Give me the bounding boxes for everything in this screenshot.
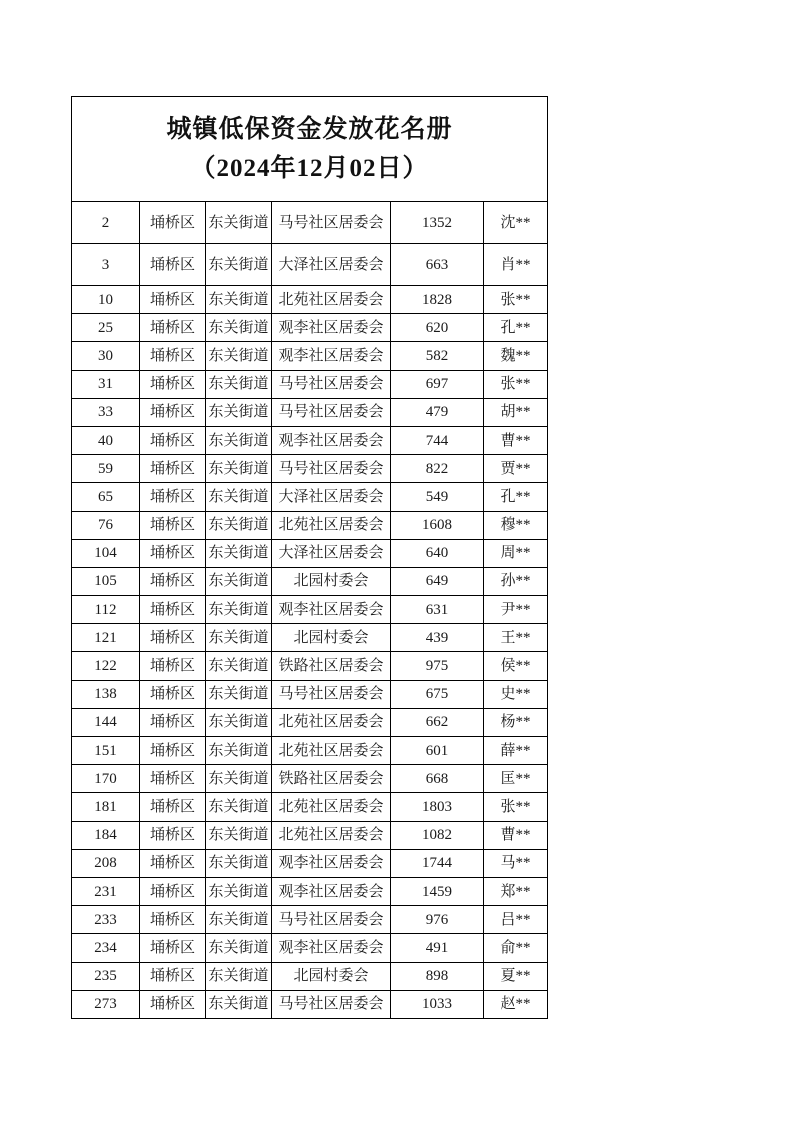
cell-amount: 1459	[391, 877, 484, 905]
cell-name: 尹**	[484, 596, 548, 624]
table-row	[72, 455, 548, 483]
cell-amount: 668	[391, 765, 484, 793]
roster-table	[71, 96, 548, 1019]
table-row	[72, 737, 548, 765]
cell-street: 东关街道	[206, 370, 272, 398]
cell-community: 北园村委会	[272, 962, 391, 990]
title-line1: 城镇低保资金发放花名册	[166, 116, 453, 143]
title-line2: （2024年12月02日）	[190, 155, 429, 182]
table-row	[72, 398, 548, 426]
cell-serial: 104	[72, 539, 140, 567]
cell-name: 孙**	[484, 567, 548, 595]
table-row	[72, 596, 548, 624]
cell-community: 观李社区居委会	[272, 934, 391, 962]
cell-amount: 822	[391, 455, 484, 483]
cell-community: 北苑社区居委会	[272, 821, 391, 849]
cell-serial: 40	[72, 426, 140, 454]
cell-street: 东关街道	[206, 511, 272, 539]
cell-amount: 744	[391, 426, 484, 454]
cell-name: 匡**	[484, 765, 548, 793]
cell-district: 埇桥区	[140, 202, 206, 244]
cell-street: 东关街道	[206, 793, 272, 821]
cell-name: 张**	[484, 370, 548, 398]
cell-name: 吕**	[484, 906, 548, 934]
cell-amount: 649	[391, 567, 484, 595]
cell-district: 埇桥区	[140, 962, 206, 990]
cell-district: 埇桥区	[140, 737, 206, 765]
cell-street: 东关街道	[206, 877, 272, 905]
cell-community: 马号社区居委会	[272, 202, 391, 244]
cell-community: 北园村委会	[272, 567, 391, 595]
cell-name: 曹**	[484, 821, 548, 849]
cell-community: 北苑社区居委会	[272, 793, 391, 821]
cell-name: 侯**	[484, 652, 548, 680]
cell-street: 东关街道	[206, 342, 272, 370]
cell-serial: 234	[72, 934, 140, 962]
cell-name: 胡**	[484, 398, 548, 426]
cell-name: 贾**	[484, 455, 548, 483]
cell-serial: 184	[72, 821, 140, 849]
cell-community: 观李社区居委会	[272, 314, 391, 342]
cell-community: 观李社区居委会	[272, 342, 391, 370]
table-row	[72, 244, 548, 286]
cell-amount: 662	[391, 708, 484, 736]
cell-serial: 181	[72, 793, 140, 821]
cell-name: 周**	[484, 539, 548, 567]
cell-amount: 1082	[391, 821, 484, 849]
cell-serial: 25	[72, 314, 140, 342]
cell-street: 东关街道	[206, 286, 272, 314]
cell-community: 大泽社区居委会	[272, 539, 391, 567]
cell-district: 埇桥区	[140, 934, 206, 962]
cell-serial: 231	[72, 877, 140, 905]
cell-name: 王**	[484, 624, 548, 652]
table-row	[72, 934, 548, 962]
cell-amount: 601	[391, 737, 484, 765]
table-row	[72, 708, 548, 736]
cell-serial: 2	[72, 202, 140, 244]
table-row	[72, 906, 548, 934]
table-row	[72, 849, 548, 877]
cell-amount: 549	[391, 483, 484, 511]
table-row	[72, 962, 548, 990]
cell-name: 曹**	[484, 426, 548, 454]
cell-name: 杨**	[484, 708, 548, 736]
cell-district: 埇桥区	[140, 426, 206, 454]
cell-amount: 582	[391, 342, 484, 370]
cell-serial: 170	[72, 765, 140, 793]
cell-serial: 112	[72, 596, 140, 624]
cell-street: 东关街道	[206, 398, 272, 426]
cell-amount: 439	[391, 624, 484, 652]
cell-district: 埇桥区	[140, 342, 206, 370]
table-row	[72, 821, 548, 849]
cell-amount: 1828	[391, 286, 484, 314]
cell-community: 北苑社区居委会	[272, 286, 391, 314]
cell-district: 埇桥区	[140, 765, 206, 793]
cell-amount: 631	[391, 596, 484, 624]
cell-name: 孔**	[484, 314, 548, 342]
cell-street: 东关街道	[206, 244, 272, 286]
cell-district: 埇桥区	[140, 990, 206, 1018]
table-row	[72, 202, 548, 244]
cell-district: 埇桥区	[140, 596, 206, 624]
cell-community: 马号社区居委会	[272, 455, 391, 483]
cell-serial: 144	[72, 708, 140, 736]
cell-community: 北苑社区居委会	[272, 708, 391, 736]
cell-name: 薛**	[484, 737, 548, 765]
cell-serial: 121	[72, 624, 140, 652]
cell-street: 东关街道	[206, 680, 272, 708]
cell-district: 埇桥区	[140, 370, 206, 398]
cell-community: 马号社区居委会	[272, 370, 391, 398]
cell-district: 埇桥区	[140, 314, 206, 342]
cell-community: 马号社区居委会	[272, 990, 391, 1018]
cell-district: 埇桥区	[140, 708, 206, 736]
cell-street: 东关街道	[206, 624, 272, 652]
cell-district: 埇桥区	[140, 652, 206, 680]
cell-amount: 1033	[391, 990, 484, 1018]
table-row	[72, 877, 548, 905]
cell-street: 东关街道	[206, 990, 272, 1018]
cell-street: 东关街道	[206, 483, 272, 511]
table-row	[72, 314, 548, 342]
cell-serial: 10	[72, 286, 140, 314]
table-row	[72, 567, 548, 595]
cell-district: 埇桥区	[140, 398, 206, 426]
cell-name: 肖**	[484, 244, 548, 286]
cell-community: 大泽社区居委会	[272, 244, 391, 286]
cell-street: 东关街道	[206, 652, 272, 680]
cell-street: 东关街道	[206, 708, 272, 736]
cell-serial: 105	[72, 567, 140, 595]
cell-name: 魏**	[484, 342, 548, 370]
cell-serial: 138	[72, 680, 140, 708]
cell-amount: 1352	[391, 202, 484, 244]
cell-street: 东关街道	[206, 737, 272, 765]
cell-serial: 31	[72, 370, 140, 398]
cell-serial: 151	[72, 737, 140, 765]
cell-district: 埇桥区	[140, 539, 206, 567]
cell-name: 张**	[484, 286, 548, 314]
title-row	[72, 97, 548, 202]
cell-district: 埇桥区	[140, 821, 206, 849]
cell-community: 铁路社区居委会	[272, 765, 391, 793]
cell-street: 东关街道	[206, 934, 272, 962]
cell-street: 东关街道	[206, 765, 272, 793]
cell-amount: 491	[391, 934, 484, 962]
cell-name: 赵**	[484, 990, 548, 1018]
cell-amount: 975	[391, 652, 484, 680]
cell-street: 东关街道	[206, 962, 272, 990]
cell-name: 马**	[484, 849, 548, 877]
cell-amount: 976	[391, 906, 484, 934]
cell-serial: 30	[72, 342, 140, 370]
cell-district: 埇桥区	[140, 877, 206, 905]
table-row	[72, 765, 548, 793]
cell-serial: 122	[72, 652, 140, 680]
cell-amount: 898	[391, 962, 484, 990]
cell-street: 东关街道	[206, 202, 272, 244]
cell-amount: 663	[391, 244, 484, 286]
cell-community: 马号社区居委会	[272, 398, 391, 426]
cell-name: 夏**	[484, 962, 548, 990]
cell-amount: 620	[391, 314, 484, 342]
cell-community: 北苑社区居委会	[272, 737, 391, 765]
table-row	[72, 652, 548, 680]
cell-community: 铁路社区居委会	[272, 652, 391, 680]
cell-serial: 233	[72, 906, 140, 934]
cell-community: 北苑社区居委会	[272, 511, 391, 539]
cell-amount: 675	[391, 680, 484, 708]
cell-street: 东关街道	[206, 455, 272, 483]
table-row	[72, 793, 548, 821]
cell-serial: 235	[72, 962, 140, 990]
cell-community: 观李社区居委会	[272, 877, 391, 905]
cell-district: 埇桥区	[140, 511, 206, 539]
cell-amount: 640	[391, 539, 484, 567]
cell-community: 大泽社区居委会	[272, 483, 391, 511]
cell-street: 东关街道	[206, 314, 272, 342]
cell-community: 观李社区居委会	[272, 426, 391, 454]
cell-district: 埇桥区	[140, 849, 206, 877]
cell-street: 东关街道	[206, 821, 272, 849]
cell-street: 东关街道	[206, 596, 272, 624]
table-row	[72, 680, 548, 708]
cell-amount: 1608	[391, 511, 484, 539]
table-row	[72, 483, 548, 511]
cell-district: 埇桥区	[140, 455, 206, 483]
cell-district: 埇桥区	[140, 244, 206, 286]
cell-district: 埇桥区	[140, 483, 206, 511]
cell-district: 埇桥区	[140, 286, 206, 314]
table-body	[72, 202, 548, 1019]
cell-name: 张**	[484, 793, 548, 821]
cell-community: 观李社区居委会	[272, 849, 391, 877]
table-row	[72, 624, 548, 652]
table-row	[72, 426, 548, 454]
cell-district: 埇桥区	[140, 680, 206, 708]
cell-serial: 3	[72, 244, 140, 286]
cell-name: 俞**	[484, 934, 548, 962]
cell-serial: 273	[72, 990, 140, 1018]
document-title	[72, 97, 548, 202]
cell-street: 东关街道	[206, 426, 272, 454]
cell-street: 东关街道	[206, 567, 272, 595]
cell-street: 东关街道	[206, 539, 272, 567]
table-row	[72, 511, 548, 539]
cell-name: 穆**	[484, 511, 548, 539]
table-row	[72, 539, 548, 567]
cell-amount: 697	[391, 370, 484, 398]
cell-amount: 1803	[391, 793, 484, 821]
cell-name: 郑**	[484, 877, 548, 905]
cell-serial: 208	[72, 849, 140, 877]
cell-serial: 65	[72, 483, 140, 511]
cell-street: 东关街道	[206, 849, 272, 877]
cell-district: 埇桥区	[140, 793, 206, 821]
cell-name: 沈**	[484, 202, 548, 244]
cell-serial: 76	[72, 511, 140, 539]
cell-street: 东关街道	[206, 906, 272, 934]
cell-community: 马号社区居委会	[272, 680, 391, 708]
cell-serial: 59	[72, 455, 140, 483]
table-row	[72, 370, 548, 398]
cell-serial: 33	[72, 398, 140, 426]
cell-community: 马号社区居委会	[272, 906, 391, 934]
cell-amount: 1744	[391, 849, 484, 877]
cell-community: 北园村委会	[272, 624, 391, 652]
cell-district: 埇桥区	[140, 906, 206, 934]
table-row	[72, 286, 548, 314]
table-row	[72, 990, 548, 1018]
cell-amount: 479	[391, 398, 484, 426]
cell-community: 观李社区居委会	[272, 596, 391, 624]
cell-district: 埇桥区	[140, 624, 206, 652]
table-row	[72, 342, 548, 370]
cell-district: 埇桥区	[140, 567, 206, 595]
cell-name: 史**	[484, 680, 548, 708]
cell-name: 孔**	[484, 483, 548, 511]
